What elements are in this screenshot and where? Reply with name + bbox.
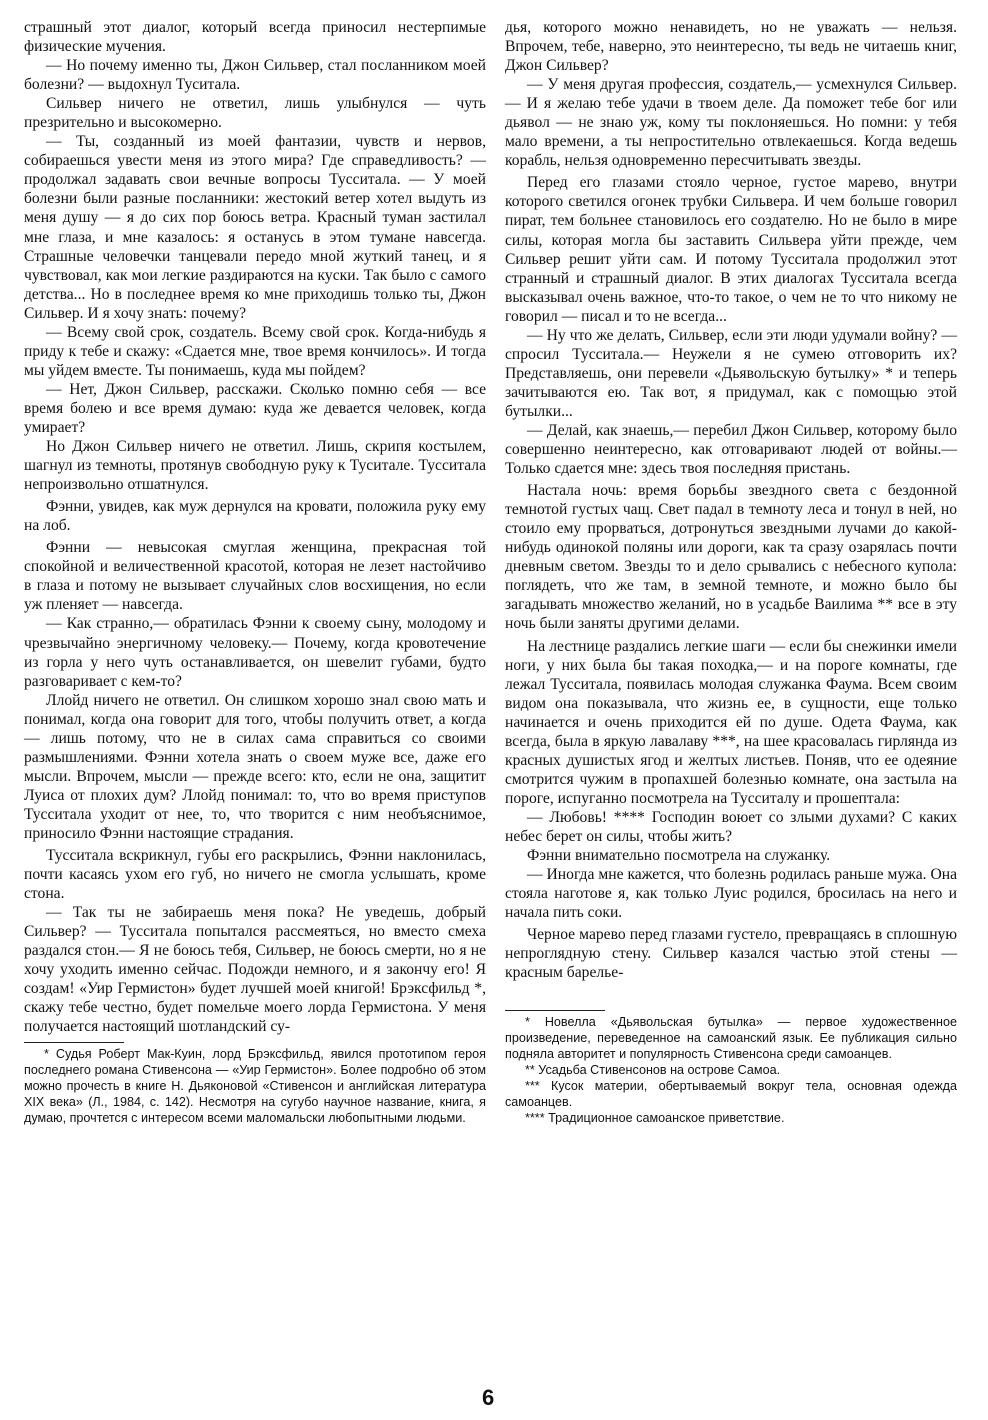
paragraph: — Ну что же делать, Сильвер, если эти люди удумали войну? — спросил Тусситала.— Неужели я не сумею отговорить их? Представляешь, они перевели «Дьявольскую бутылку» * и теперь зачитываются ею. Так вот, я придумал, как с помощью этой бутылки... xyxy=(505,326,957,420)
paragraph: Ллойд ничего не ответил. Он слишком хорошо знал свою мать и понимал, когда она говорит для того, чтобы получить ответ, а когда — лишь потому, что не в силах сама справиться со своими размышлениями. Фэнни хотела знать о своем муже все, даже его мысли. Впрочем, мысли — прежде всего: кто, если не она, защитит Луиса от плохих дум? Ллойд понимал: то, что во время приступов Тусситала уходит от нее, то, что творится с ним необъяснимое, приносило Фэнни настоящие страдания. xyxy=(24,691,486,842)
page-number: 6 xyxy=(482,1385,495,1410)
paragraph: — Делай, как знаешь,— перебил Джон Сильвер, которому было совершенно неинтересно, как отговаривают людей от войны.— Только сдается мне: здесь твоя последняя пристань. xyxy=(505,421,957,478)
footnote: **** Традиционное самоанское приветствие. xyxy=(525,1110,785,1125)
paragraph: Черное марево перед глазами густело, превращаясь в сплошную непроглядную стену. Сильвер казался частью этой стены — красным барелье- xyxy=(505,926,957,982)
footnote-divider xyxy=(505,1010,605,1011)
footnote: ** Усадьба Стивенсонов на острове Самоа. xyxy=(525,1063,781,1078)
paragraph: Фэнни внимательно посмотрела на служанку. xyxy=(527,847,831,865)
paragraph: — Иногда мне кажется, что болезнь родилась раньше мужа. Она стояла наготове я, как только Луис родился, бросилась на него и начала пить соки. xyxy=(505,866,957,922)
paragraph: — Так ты не забираешь меня пока? Не уведешь, добрый Сильвер? — Тусситала попытался рассмеяться, но вместо смеха раздался стон.— Я не боюсь тебя, Сильвер, не боюсь смерти, но я не хочу уходить именно сейчас. Подожди немного, и я закончу его! Я создам! «Уир Гермистон» будет лучшей моей книгой! Брэксфильд *, скажу тебе честно, будет помельче моего лорда Гермистона. У меня получается настоящий шотландский су- xyxy=(24,904,486,1036)
paragraph: Тусситала вскрикнул, губы его раскрылись, Фэнни наклонилась, почти касаясь ухом его губ, но ничего не смогла услышать, кроме стона. xyxy=(24,847,486,903)
paragraph: — У меня другая профессия, создатель,— усмехнулся Сильвер.— И я желаю тебе удачи в твоем деле. Да поможет тебе бог или дьявол — не знаю уж, кому ты поклоняешься. Но помни: у тебя мало времени, а ты непростительно отвлекаешься. Когда ведешь корабль, нельзя одновременно пересчитывать звезды. xyxy=(505,76,957,170)
right-column xyxy=(505,18,957,1127)
paragraph: Сильвер ничего не ответил, лишь улыбнулся — чуть презрительно и высокомерно. xyxy=(24,95,486,132)
paragraph: Перед его глазами стояло черное, густое марево, внутри которого светился огонек трубки Сильвера. И чем больше говорил пират, тем больнее становилось его создателю. Но не было в мире силы, которая могла бы заставить Сильвера уйти прежде, чем Сильвер решит уйти сам. И потому Тусситала продолжил этот странный и страшный диалог. В этих диалогах Тусситала всегда высказывал очень важное, что-то такое, о чем не то что никому не говорил — писал и то не всегда... xyxy=(505,174,957,325)
footnotes xyxy=(505,1015,957,1126)
paragraph: Фэнни — невысокая смуглая женщина, прекрасная той спокойной и величественной красотой, которая не лезет настойчиво в глаза и потому не вызывает случайных слов восхищения, но если уж пленяет — навсегда. xyxy=(24,539,486,614)
paragraph: страшный этот диалог, который всегда приносил нестерпимые физические мучения. xyxy=(24,19,486,56)
footnote: *** Кусок материи, обертываемый вокруг тела, основная одежда самоанцев. xyxy=(505,1078,957,1109)
paragraph: Но Джон Сильвер ничего не ответил. Лишь, скрипя костылем, шагнул из темноты, протянув свободную руку к Туситале. Тусситала непроизвольно отшатнулся. xyxy=(24,438,486,494)
paragraph: Настала ночь: время борьбы звездного света с бездонной темнотой густых чащ. Свет падал в темноту леса и тонул в ней, но стоило ему прорваться, дотронуться звездными лучами до какой-нибудь одинокой поляны или дороги, как та сразу озарялась почти дневным светом. Звезды то и дело срывались с небесного купола: поглядеть, что же там, в земной темноте, и можно было бы загадывать множество желаний, но в усадьбе Ваилима ** все в эту ночь были заняты другими делами. xyxy=(505,482,957,633)
paragraph: — Как странно,— обратилась Фэнни к своему сыну, молодому и чрезвычайно энергичному человеку.— Почему, когда кровотечение из горла у него чуть останавливается, он шевелит губами, будто разговаривает с кем-то? xyxy=(24,615,486,690)
paragraph: — Но почему именно ты, Джон Сильвер, стал посланником моей болезни? — выдохнул Туситала. xyxy=(24,57,486,94)
paragraph: — Нет, Джон Сильвер, расскажи. Сколько помню себя — все время болею и все время думаю: куда же девается человек, когда умирает? xyxy=(24,380,486,436)
footnotes xyxy=(24,1047,486,1127)
footnote: * Новелла «Дьявольская бутылка» — первое художественное произведение, переведенное на самоанский язык. Ее публикация сильно подняла авторитет и популярность Стивенсона среди самоанцев. xyxy=(505,1015,957,1062)
paragraph: — Ты, созданный из моей фантазии, чувств и нервов, собираешься увести меня из этого мира? Где справедливость? — продолжал задавать свои вечные вопросы Тусситала. — У моей болезни были разные посланники: жестокий ветер хотел выдуть из меня душу — я до сих пор боюсь ветра. Красный туман застилал мне глаза, и мне казалось: я останусь в этом тумане навсегда. Страшные человечки танцевали передо мной жуткий танец, и я чувствовал, как мои легкие раздираются на куски. Так было с самого детства... Но в последнее время ко мне приходишь только ты, Джон Сильвер. И я хочу знать: почему? xyxy=(24,133,486,322)
paragraph: На лестнице раздались легкие шаги — если бы снежинки имели ноги, у них была бы такая походка,— и на пороге комнаты, где лежал Тусситала, появилась молодая служанка Фаума. Всем своим видом она показывала, что жизнь ее, в сущности, еще только начинается и очень приходится ей по душе. Одета Фаума, как всегда, была в яркую лавалаву ***, на шее красовалась гирлянда из красных душистых ягод и желтых листьев. Поняв, что ее одеяние смотрится чужим в пропахшей болезнью комнате, она застыла на пороге, испуганно посмотрела на Тусситалу и прошептала: xyxy=(505,637,957,807)
footnote-divider xyxy=(24,1042,124,1043)
paragraph: — Всему свой срок, создатель. Всему свой срок. Когда-нибудь я приду к тебе и скажу: «Сдается мне, твое время кончилось». И тогда мы уйдем вместе. Ты понимаешь, куда мы пойдем? xyxy=(24,323,486,379)
footnote: * Судья Роберт Мак-Куин, лорд Брэксфильд, явился прототипом героя последнего романа Стивенсона — «Уир Гермистон». Более подробно об этом можно прочесть в книге Н. Дьяконовой «Стивенсон и английская литература XIX века» (Л., 1984, с. 142). Несмотря на сугубо научное название, книга, я думаю, прочтется с интересом всеми маломальски любопытными людьми. xyxy=(24,1047,486,1126)
paragraph: Фэнни, увидев, как муж дернулся на кровати, положила руку ему на лоб. xyxy=(24,498,486,535)
left-column xyxy=(24,18,486,1127)
paragraph: дья, которого можно ненавидеть, но не уважать — нельзя. Впрочем, тебе, наверно, это неинтересно, ты ведь не читаешь книг, Джон Сильвер? xyxy=(505,19,957,75)
paragraph: — Любовь! **** Господин воюет со злыми духами? С каких небес берет он силы, чтобы жить? xyxy=(505,808,957,845)
